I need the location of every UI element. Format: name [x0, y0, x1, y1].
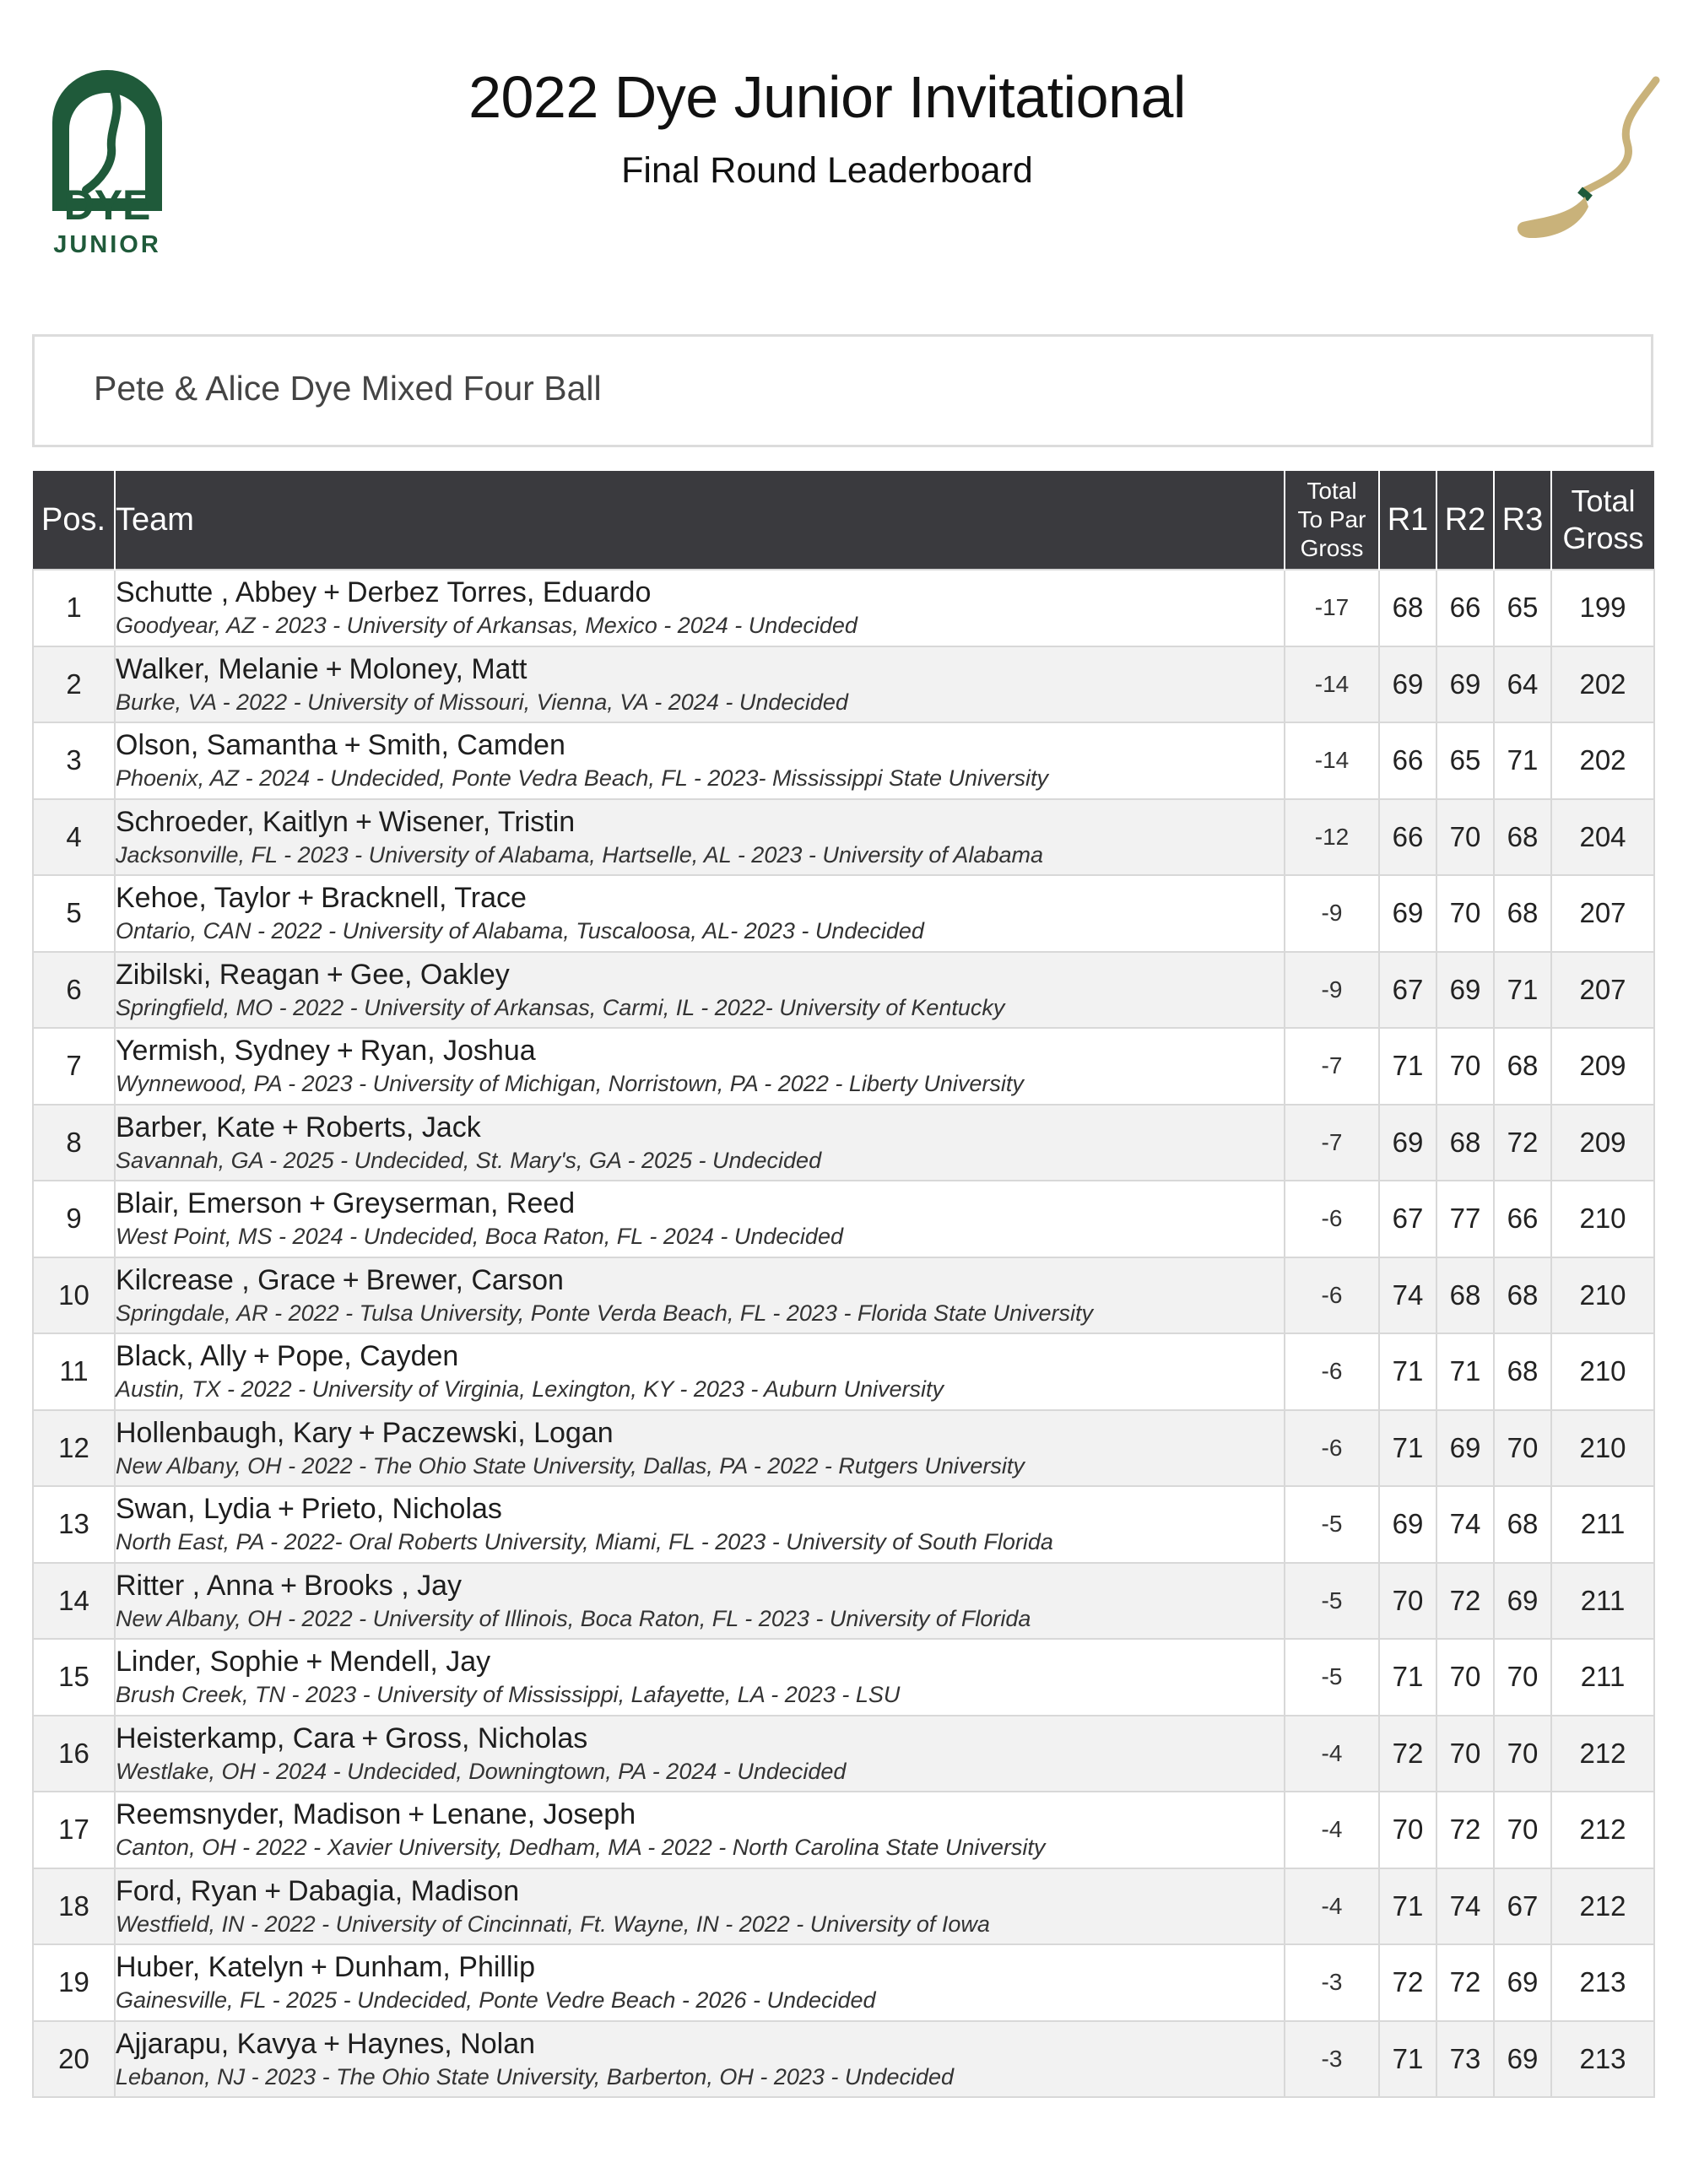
player-2-name: Brooks , Jay	[303, 1569, 463, 1602]
row-r3: 68	[1494, 875, 1551, 952]
row-r3: 70	[1494, 1792, 1551, 1868]
player-1-name: Reemsnyder, Madison	[116, 1798, 402, 1831]
row-r1: 71	[1379, 1028, 1436, 1105]
event-section	[32, 334, 1653, 447]
row-team	[115, 646, 1285, 723]
table-row	[33, 1410, 1654, 1487]
team-info: New Albany, OH - 2022 - University of Illinois, Boca Raton, FL - 2023 - University of Florida	[116, 1605, 1031, 1631]
row-team	[115, 1333, 1285, 1410]
team-names	[116, 1263, 1284, 1297]
col-r1: R1	[1379, 471, 1436, 570]
team-info: North East, PA - 2022- Oral Roberts University, Miami, FL - 2023 - University of South Florida	[116, 1529, 1053, 1555]
table-row	[33, 1257, 1654, 1334]
player-1-name: Barber, Kate	[116, 1111, 276, 1143]
row-total-gross: 199	[1551, 570, 1654, 646]
plus-separator: +	[297, 882, 315, 915]
team-info: West Point, MS - 2024 - Undecided, Boca Raton, FL - 2024 - Undecided	[116, 1224, 843, 1250]
row-total-gross: 202	[1551, 722, 1654, 799]
plus-separator: +	[326, 958, 344, 991]
row-total-gross: 212	[1551, 1716, 1654, 1792]
row-position: 2	[33, 646, 115, 723]
plus-separator: +	[306, 1646, 323, 1679]
team-info: Phoenix, AZ - 2024 - Undecided, Ponte Vedra Beach, FL - 2023- Mississippi State University	[116, 765, 1049, 792]
row-r1: 69	[1379, 1105, 1436, 1181]
player-1-name: Hollenbaugh, Kary	[116, 1416, 352, 1449]
plus-separator: +	[361, 1722, 379, 1754]
row-r2: 70	[1436, 799, 1494, 876]
team-names	[116, 728, 1284, 762]
row-team	[115, 570, 1285, 646]
table-row	[33, 952, 1654, 1029]
row-total-to-par: -5	[1285, 1563, 1379, 1640]
table-row	[33, 1716, 1654, 1792]
col-total-line2: Gross	[1562, 521, 1644, 555]
table-row	[33, 1181, 1654, 1257]
row-r2: 71	[1436, 1333, 1494, 1410]
row-r3: 69	[1494, 1563, 1551, 1640]
row-position: 10	[33, 1257, 115, 1334]
team-info: Westlake, OH - 2024 - Undecided, Downingtown, PA - 2024 - Undecided	[116, 1758, 847, 1784]
row-total-to-par: -6	[1285, 1410, 1379, 1487]
row-r1: 71	[1379, 1410, 1436, 1487]
row-r2: 66	[1436, 570, 1494, 646]
team-info: Westfield, IN - 2022 - University of Cincinnati, Ft. Wayne, IN - 2022 - University of Iowa	[116, 1911, 990, 1937]
row-r3: 64	[1494, 646, 1551, 723]
team-info: Brush Creek, TN - 2023 - University of Mississippi, Lafayette, LA - 2023 - LSU	[116, 1682, 901, 1708]
row-total-to-par: -6	[1285, 1181, 1379, 1257]
table-row	[33, 722, 1654, 799]
team-names	[116, 805, 1284, 839]
player-1-name: Walker, Melanie	[116, 652, 319, 685]
row-r1: 74	[1379, 1257, 1436, 1334]
row-r2: 68	[1436, 1105, 1494, 1181]
team-info: Savannah, GA - 2025 - Undecided, St. Mary's, GA - 2025 - Undecided	[116, 1147, 822, 1173]
row-position: 6	[33, 952, 115, 1029]
team-info: Springdale, AR - 2022 - Tulsa University, Ponte Verda Beach, FL - 2023 - Florida State University	[116, 1300, 1094, 1326]
player-1-name: Heisterkamp, Cara	[116, 1722, 355, 1754]
row-position: 15	[33, 1639, 115, 1716]
team-names	[116, 576, 1284, 609]
player-1-name: Linder, Sophie	[116, 1646, 300, 1679]
row-position: 4	[33, 799, 115, 876]
row-position: 13	[33, 1486, 115, 1563]
row-r2: 70	[1436, 1028, 1494, 1105]
row-position: 7	[33, 1028, 115, 1105]
col-total-to-par	[1285, 471, 1379, 570]
row-position: 8	[33, 1105, 115, 1181]
row-r2: 69	[1436, 1410, 1494, 1487]
row-total-gross: 210	[1551, 1181, 1654, 1257]
row-r3: 70	[1494, 1716, 1551, 1792]
row-total-to-par: -3	[1285, 1944, 1379, 2021]
player-2-name: Dunham, Phillip	[333, 1951, 536, 1984]
row-position: 17	[33, 1792, 115, 1868]
team-info: Jacksonville, FL - 2023 - University of Alabama, Hartselle, AL - 2023 - University of Alabama	[116, 841, 1043, 868]
row-total-gross: 210	[1551, 1257, 1654, 1334]
row-team	[115, 722, 1285, 799]
row-total-to-par: -7	[1285, 1105, 1379, 1181]
team-info: Gainesville, FL - 2025 - Undecided, Ponte Vedre Beach - 2026 - Undecided	[116, 1987, 876, 2014]
col-total-gross	[1551, 471, 1654, 570]
row-position: 16	[33, 1716, 115, 1792]
player-2-name: Dabagia, Madison	[288, 1874, 520, 1907]
player-2-name: Greyserman, Reed	[332, 1187, 576, 1220]
plus-separator: +	[277, 1493, 295, 1526]
row-r2: 73	[1436, 2021, 1494, 2098]
team-info: Wynnewood, PA - 2023 - University of Michigan, Norristown, PA - 2022 - Liberty University	[116, 1071, 1024, 1097]
plus-separator: +	[323, 2027, 340, 2060]
table-row	[33, 1563, 1654, 1640]
row-total-to-par: -6	[1285, 1257, 1379, 1334]
team-info: Springfield, MO - 2022 - University of Arkansas, Carmi, IL - 2022- University of Kentucky	[116, 994, 1005, 1020]
table-row	[33, 1944, 1654, 2021]
player-2-name: Gee, Oakley	[349, 958, 510, 991]
row-team	[115, 1410, 1285, 1487]
col-par-line3: Gross	[1300, 535, 1364, 561]
team-info: Canton, OH - 2022 - Xavier University, Dedham, MA - 2022 - North Carolina State University	[116, 1835, 1046, 1861]
player-2-name: Derbez Torres, Eduardo	[347, 576, 652, 609]
table-row	[33, 1486, 1654, 1563]
leaderboard-table	[32, 471, 1655, 2098]
row-team	[115, 1792, 1285, 1868]
player-1-name: Yermish, Sydney	[116, 1035, 330, 1068]
row-total-to-par: -4	[1285, 1792, 1379, 1868]
row-total-to-par: -5	[1285, 1486, 1379, 1563]
row-r2: 70	[1436, 1639, 1494, 1716]
plus-separator: +	[325, 652, 343, 685]
table-row	[33, 1639, 1654, 1716]
player-2-name: Mendell, Jay	[329, 1646, 491, 1679]
player-1-name: Huber, Katelyn	[116, 1951, 305, 1984]
player-2-name: Wisener, Tristin	[378, 805, 576, 838]
row-team	[115, 1944, 1285, 2021]
row-r1: 68	[1379, 570, 1436, 646]
row-team	[115, 1563, 1285, 1640]
plus-separator: +	[336, 1035, 354, 1068]
plus-separator: +	[309, 1187, 326, 1220]
row-r2: 69	[1436, 646, 1494, 723]
row-total-gross: 209	[1551, 1105, 1654, 1181]
team-info: New Albany, OH - 2022 - The Ohio State University, Dallas, PA - 2022 - Rutgers University	[116, 1452, 1025, 1479]
plus-separator: +	[342, 1263, 360, 1296]
row-total-gross: 211	[1551, 1486, 1654, 1563]
row-r3: 71	[1494, 952, 1551, 1029]
row-r1: 71	[1379, 1868, 1436, 1945]
row-r2: 70	[1436, 1716, 1494, 1792]
row-position: 5	[33, 875, 115, 952]
row-team	[115, 1868, 1285, 1945]
team-names	[116, 1034, 1284, 1068]
row-r3: 68	[1494, 1486, 1551, 1563]
team-names	[116, 1492, 1284, 1526]
row-total-to-par: -5	[1285, 1639, 1379, 1716]
col-pos: Pos.	[33, 471, 115, 570]
row-r2: 74	[1436, 1868, 1494, 1945]
row-team	[115, 1257, 1285, 1334]
player-1-name: Zibilski, Reagan	[116, 958, 320, 991]
row-r2: 74	[1436, 1486, 1494, 1563]
col-par-line2: To Par	[1297, 506, 1366, 532]
row-r1: 67	[1379, 1181, 1436, 1257]
row-position: 3	[33, 722, 115, 799]
team-names	[116, 1797, 1284, 1831]
event-name: Pete & Alice Dye Mixed Four Ball	[94, 369, 602, 408]
team-names	[116, 652, 1284, 686]
row-total-gross: 202	[1551, 646, 1654, 723]
player-1-name: Ritter , Anna	[116, 1569, 274, 1602]
player-1-name: Black, Ally	[116, 1340, 246, 1373]
plus-separator: +	[358, 1416, 376, 1449]
team-names	[116, 1569, 1284, 1603]
player-1-name: Kehoe, Taylor	[116, 882, 291, 915]
row-total-gross: 212	[1551, 1792, 1654, 1868]
golf-club-icon	[1511, 72, 1663, 249]
col-r2: R2	[1436, 471, 1494, 570]
row-r2: 72	[1436, 1563, 1494, 1640]
row-r1: 67	[1379, 952, 1436, 1029]
player-1-name: Olson, Samantha	[116, 729, 338, 762]
team-names	[116, 1111, 1284, 1144]
row-total-to-par: -17	[1285, 570, 1379, 646]
row-position: 19	[33, 1944, 115, 2021]
player-2-name: Haynes, Nolan	[347, 2027, 536, 2060]
plus-separator: +	[252, 1340, 270, 1373]
row-team	[115, 1028, 1285, 1105]
row-total-gross: 213	[1551, 2021, 1654, 2098]
row-total-to-par: -7	[1285, 1028, 1379, 1105]
row-r1: 69	[1379, 875, 1436, 952]
row-r1: 71	[1379, 1333, 1436, 1410]
team-names	[116, 1645, 1284, 1679]
row-total-gross: 204	[1551, 799, 1654, 876]
row-total-to-par: -9	[1285, 875, 1379, 952]
table-row	[33, 1105, 1654, 1181]
team-names	[116, 1339, 1284, 1373]
row-position: 9	[33, 1181, 115, 1257]
player-1-name: Blair, Emerson	[116, 1187, 303, 1220]
team-names	[116, 1950, 1284, 1984]
row-total-to-par: -14	[1285, 722, 1379, 799]
row-r1: 66	[1379, 722, 1436, 799]
player-2-name: Brewer, Carson	[365, 1263, 564, 1296]
row-total-to-par: -14	[1285, 646, 1379, 723]
row-r3: 66	[1494, 1181, 1551, 1257]
plus-separator: +	[264, 1874, 282, 1907]
row-r1: 72	[1379, 1716, 1436, 1792]
row-r2: 72	[1436, 1792, 1494, 1868]
team-info: Austin, TX - 2022 - University of Virginia, Lexington, KY - 2023 - Auburn University	[116, 1376, 944, 1403]
player-2-name: Pope, Cayden	[276, 1340, 459, 1373]
player-1-name: Kilcrease , Grace	[116, 1263, 336, 1296]
row-r3: 71	[1494, 722, 1551, 799]
row-team	[115, 1716, 1285, 1792]
row-r1: 70	[1379, 1792, 1436, 1868]
table-row	[33, 799, 1654, 876]
row-position: 20	[33, 2021, 115, 2098]
plus-separator: +	[408, 1798, 425, 1831]
row-team	[115, 875, 1285, 952]
row-r2: 77	[1436, 1181, 1494, 1257]
team-names	[116, 1722, 1284, 1755]
team-names	[116, 958, 1284, 992]
player-1-name: Swan, Lydia	[116, 1493, 271, 1526]
player-2-name: Prieto, Nicholas	[300, 1493, 502, 1526]
row-team	[115, 799, 1285, 876]
row-total-gross: 210	[1551, 1410, 1654, 1487]
logo-word-junior: JUNIOR	[53, 231, 161, 254]
row-team	[115, 1486, 1285, 1563]
team-info: Goodyear, AZ - 2023 - University of Arkansas, Mexico - 2024 - Undecided	[116, 613, 858, 639]
row-r2: 68	[1436, 1257, 1494, 1334]
row-r1: 66	[1379, 799, 1436, 876]
row-r1: 69	[1379, 1486, 1436, 1563]
row-r1: 69	[1379, 646, 1436, 723]
row-team	[115, 1105, 1285, 1181]
player-2-name: Roberts, Jack	[305, 1111, 481, 1143]
team-info: Ontario, CAN - 2022 - University of Alabama, Tuscaloosa, AL- 2023 - Undecided	[116, 918, 924, 944]
table-row	[33, 570, 1654, 646]
player-2-name: Gross, Nicholas	[385, 1722, 588, 1754]
row-r3: 68	[1494, 799, 1551, 876]
row-r3: 68	[1494, 1028, 1551, 1105]
player-2-name: Paczewski, Logan	[381, 1416, 614, 1449]
row-total-to-par: -4	[1285, 1868, 1379, 1945]
row-r3: 68	[1494, 1333, 1551, 1410]
row-r1: 70	[1379, 1563, 1436, 1640]
row-total-gross: 211	[1551, 1639, 1654, 1716]
player-2-name: Lenane, Joseph	[431, 1798, 636, 1831]
col-total-line1: Total	[1571, 484, 1636, 518]
row-team	[115, 1181, 1285, 1257]
row-r3: 70	[1494, 1410, 1551, 1487]
row-r3: 65	[1494, 570, 1551, 646]
col-r3: R3	[1494, 471, 1551, 570]
row-total-to-par: -9	[1285, 952, 1379, 1029]
row-team	[115, 952, 1285, 1029]
row-position: 12	[33, 1410, 115, 1487]
page-title: 2022 Dye Junior Invitational	[468, 64, 1186, 130]
row-total-gross: 213	[1551, 1944, 1654, 2021]
plus-separator: +	[354, 805, 372, 838]
row-r3: 68	[1494, 1257, 1551, 1334]
row-position: 18	[33, 1868, 115, 1945]
page-subtitle: Final Round Leaderboard	[621, 150, 1033, 191]
table-header-row	[33, 471, 1654, 570]
row-team	[115, 1639, 1285, 1716]
team-names	[116, 1416, 1284, 1450]
row-total-to-par: -3	[1285, 2021, 1379, 2098]
logo-word-dye: DYE	[63, 181, 151, 229]
row-r2: 72	[1436, 1944, 1494, 2021]
row-r3: 69	[1494, 2021, 1551, 2098]
row-total-gross: 210	[1551, 1333, 1654, 1410]
row-r3: 72	[1494, 1105, 1551, 1181]
player-1-name: Schutte , Abbey	[116, 576, 317, 609]
row-total-gross: 209	[1551, 1028, 1654, 1105]
row-total-to-par: -6	[1285, 1333, 1379, 1410]
team-names	[116, 1874, 1284, 1908]
row-r3: 70	[1494, 1639, 1551, 1716]
table-row	[33, 646, 1654, 723]
plus-separator: +	[323, 576, 341, 609]
plus-separator: +	[311, 1951, 327, 1984]
row-position: 14	[33, 1563, 115, 1640]
row-r3: 69	[1494, 1944, 1551, 2021]
team-info: Burke, VA - 2022 - University of Missouri, Vienna, VA - 2024 - Undecided	[116, 689, 848, 715]
row-position: 1	[33, 570, 115, 646]
row-total-gross: 212	[1551, 1868, 1654, 1945]
row-total-gross: 211	[1551, 1563, 1654, 1640]
player-1-name: Ajjarapu, Kavya	[116, 2027, 317, 2060]
team-names	[116, 1187, 1284, 1220]
team-names	[116, 881, 1284, 915]
table-row	[33, 1333, 1654, 1410]
team-names	[116, 2027, 1284, 2061]
plus-separator: +	[280, 1569, 297, 1602]
row-total-to-par: -12	[1285, 799, 1379, 876]
row-total-gross: 207	[1551, 875, 1654, 952]
table-row	[33, 1868, 1654, 1945]
team-info: Lebanon, NJ - 2023 - The Ohio State University, Barberton, OH - 2023 - Undecided	[116, 2063, 955, 2089]
row-r1: 72	[1379, 1944, 1436, 2021]
table-row	[33, 1028, 1654, 1105]
table-row	[33, 2021, 1654, 2098]
row-r2: 70	[1436, 875, 1494, 952]
table-row	[33, 1792, 1654, 1868]
row-r3: 67	[1494, 1868, 1551, 1945]
row-r2: 69	[1436, 952, 1494, 1029]
row-r1: 71	[1379, 2021, 1436, 2098]
player-1-name: Schroeder, Kaitlyn	[116, 805, 349, 838]
row-total-gross: 207	[1551, 952, 1654, 1029]
row-total-to-par: -4	[1285, 1716, 1379, 1792]
player-1-name: Ford, Ryan	[116, 1874, 258, 1907]
col-team: Team	[115, 471, 1285, 570]
player-2-name: Bracknell, Trace	[321, 882, 527, 915]
row-r1: 71	[1379, 1639, 1436, 1716]
leaderboard-body	[33, 570, 1654, 2097]
plus-separator: +	[344, 729, 361, 762]
player-2-name: Smith, Camden	[367, 729, 565, 762]
player-2-name: Moloney, Matt	[349, 652, 528, 685]
col-par-line1: Total	[1307, 478, 1357, 504]
row-position: 11	[33, 1333, 115, 1410]
player-2-name: Ryan, Joshua	[360, 1035, 536, 1068]
row-r2: 65	[1436, 722, 1494, 799]
plus-separator: +	[282, 1111, 299, 1143]
table-row	[33, 875, 1654, 952]
row-team	[115, 2021, 1285, 2098]
